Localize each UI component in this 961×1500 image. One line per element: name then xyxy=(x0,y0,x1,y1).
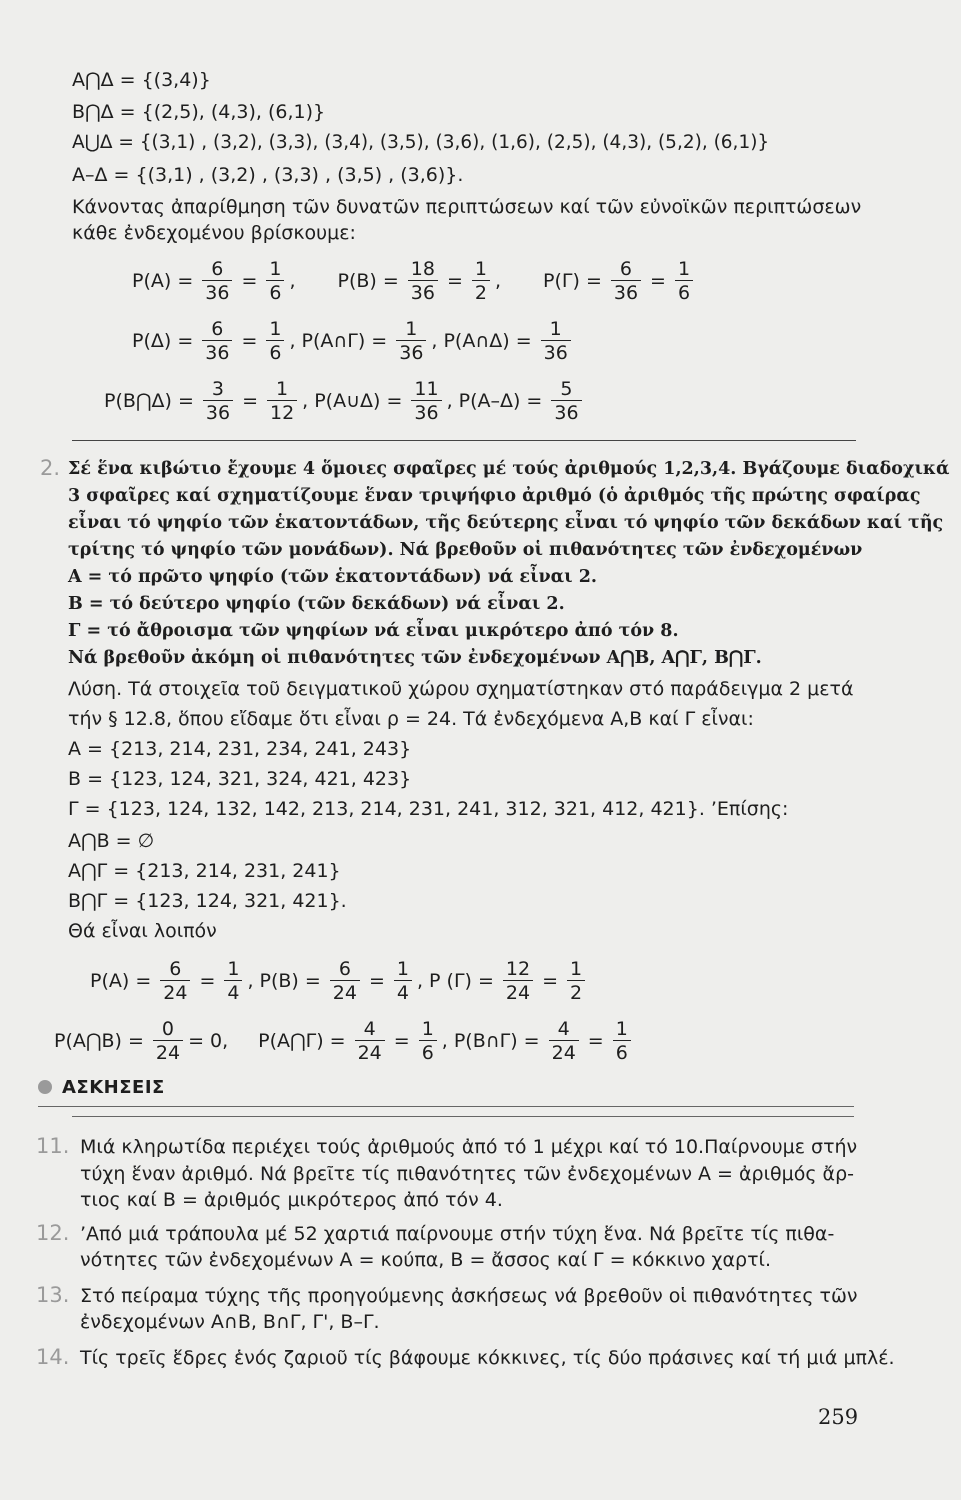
set-a-cap-b: A⋂B = ∅ xyxy=(68,830,155,852)
label-pamd: P(A–Δ) = xyxy=(458,390,543,412)
label-pg: P (Γ) = xyxy=(429,970,494,992)
fraction: $\frac{1}{6}$ xyxy=(419,1018,437,1065)
fraction: $\frac{1}{12}$ xyxy=(267,378,297,425)
exercise-13-line-1: Στό πείραμα τύχης τῆς προηγούμενης ἀσκήσεως νά βρεθοῦν οἱ πιθανότητες τῶν xyxy=(80,1285,858,1307)
exercise-11-line-2: τύχη ἕναν ἀριθμό. Νά βρεῖτε τίς πιθανότητες τῶν ἐνδεχομένων A = ἀριθμός ἄρ- xyxy=(80,1163,854,1185)
fraction: $\frac{1}{4}$ xyxy=(224,958,242,1005)
label-pb: P(B) = xyxy=(337,270,399,292)
exercise-14-line-1: Τίς τρεῖς ἕδρες ἑνός ζαριοῦ τίς βάφουμε κόκκινες, τίς δύο πράσινες καί τή μιά μπλέ. xyxy=(80,1347,895,1369)
fraction: $\frac{0}{24}$ xyxy=(153,1018,183,1065)
problem-line-8: Νά βρεθοῦν ἀκόμη οἱ πιθανότητες τῶν ἐνδεχομένων A⋂B, A⋂Γ, B⋂Γ. xyxy=(68,648,762,668)
label-pb: P(B) = xyxy=(259,970,321,992)
fraction: $\frac{6}{36}$ xyxy=(611,258,641,305)
set-a-minus-d: A–Δ = {(3,1) , (3,2) , (3,3) , (3,5) , (3,6)}. xyxy=(72,164,464,186)
section-divider xyxy=(72,440,856,441)
exercise-12-line-1: ’Από μιά τράπουλα μέ 52 χαρτιά παίρνουμε στήν τύχη ἕνα. Νά βρεῖτε τίς πιθα- xyxy=(80,1223,835,1245)
solution-line-9: Θά εἶναι λοιπόν xyxy=(68,920,217,942)
fraction: $\frac{6}{36}$ xyxy=(202,318,232,365)
formula2-row-2: P(A⋂B) = $\frac{0}{24}$ = 0, P(A⋂Γ) = $\frac{4}{24}$ = $\frac{1}{6}$ , P(B∩Γ) = $\frac{4}{24}$ = $\frac{1}{6}$ xyxy=(54,1006,636,1076)
exercise-11-number: 11. xyxy=(36,1134,70,1158)
heading-underline xyxy=(38,1106,854,1107)
label-pab: P(A⋂B) = xyxy=(54,1030,144,1052)
formula-row-1: P(A) = $\frac{6}{36}$ = $\frac{1}{6}$ , P(B) = $\frac{18}{36}$ = $\frac{1}{2}$ , P(Γ) = $\frac{6}{36}$ = $\frac{1}{6}$ xyxy=(132,246,698,316)
label-pbd: P(B⋂Δ) = xyxy=(104,390,194,412)
intro-line-1: Κάνοντας ἀπαρίθμηση τῶν δυνατῶν περιπτώσεων καί τῶν εὐνοϊκῶν περιπτώσεων xyxy=(72,196,862,218)
label-pad: P(A∩Δ) = xyxy=(443,330,532,352)
intro-line-2: κάθε ἐνδεχομένου βρίσκουμε: xyxy=(72,222,356,244)
fraction: $\frac{1}{4}$ xyxy=(394,958,412,1005)
fraction: $\frac{1}{6}$ xyxy=(266,258,284,305)
label-pag: P(A∩Γ) = xyxy=(301,330,388,352)
problem-line-1: Σέ ἕνα κιβώτιο ἔχουμε 4 ὅμοιες σφαῖρες μέ τούς ἀριθμούς 1,2,3,4. Βγάζουμε διαδοχικά xyxy=(68,459,950,479)
set-g: Γ = {123, 124, 132, 142, 213, 214, 231, 241, 312, 321, 412, 421}. ’Επίσης: xyxy=(68,798,789,820)
problem-line-5: A = τό πρῶτο ψηφίο (τῶν ἑκατοντάδων) νά εἶναι 2. xyxy=(68,567,597,587)
label-pa: P(A) = xyxy=(90,970,152,992)
solution-line-1: Λύση. Τά στοιχεῖα τοῦ δειγματικοῦ χώρου σχηματίστηκαν στό παράδειγμα 2 μετά xyxy=(68,678,854,700)
set-b-cap-g: B⋂Γ = {123, 124, 321, 421}. xyxy=(68,890,347,912)
fraction: $\frac{1}{36}$ xyxy=(396,318,426,365)
fraction: $\frac{1}{6}$ xyxy=(613,1018,631,1065)
label-pd: P(Δ) = xyxy=(132,330,194,352)
fraction: $\frac{6}{24}$ xyxy=(160,958,190,1005)
fraction: $\frac{12}{24}$ xyxy=(503,958,533,1005)
fraction: $\frac{1}{2}$ xyxy=(567,958,585,1005)
problem-line-6: B = τό δεύτερο ψηφίο (τῶν δεκάδων) νά εἶναι 2. xyxy=(68,594,565,614)
heading-underline-2 xyxy=(72,1116,854,1117)
problem-number: 2. xyxy=(40,456,61,480)
fraction: $\frac{6}{36}$ xyxy=(202,258,232,305)
fraction: $\frac{1}{6}$ xyxy=(266,318,284,365)
problem-line-7: Γ = τό ἄθροισμα τῶν ψηφίων νά εἶναι μικρότερο ἀπό τόν 8. xyxy=(68,621,679,641)
exercise-12-line-2: νότητες τῶν ἐνδεχομένων A = κούπα, B = ἄσσος καί Γ = κόκκινο χαρτί. xyxy=(80,1249,772,1271)
label-pbg: P(B∩Γ) = xyxy=(453,1030,540,1052)
fraction: $\frac{1}{36}$ xyxy=(541,318,571,365)
fraction: $\frac{3}{36}$ xyxy=(203,378,233,425)
problem-line-4: τρίτης τό ψηφίο τῶν μονάδων). Νά βρεθοῦν οἱ πιθανότητες τῶν ἐνδεχομένων xyxy=(68,540,863,560)
exercise-12-number: 12. xyxy=(36,1221,70,1245)
fraction: $\frac{6}{24}$ xyxy=(330,958,360,1005)
set-a-cup-d: A⋃Δ = {(3,1) , (3,2), (3,3), (3,4), (3,5), (3,6), (1,6), (2,5), (4,3), (5,2), (6,1)} xyxy=(72,132,770,153)
set-a: A = {213, 214, 231, 234, 241, 243} xyxy=(68,738,412,760)
exercise-11-line-3: τιος καί B = ἀριθμός μικρότερος ἀπό τόν 4. xyxy=(80,1189,503,1211)
formula2-row-1: P(A) = $\frac{6}{24}$ = $\frac{1}{4}$ , P(B) = $\frac{6}{24}$ = $\frac{1}{4}$ , P (Γ) = $\frac{12}{24}$ = $\frac{1}{2}$ xyxy=(90,946,590,1016)
label-pg: P(Γ) = xyxy=(543,270,602,292)
formula-row-2: P(Δ) = $\frac{6}{36}$ = $\frac{1}{6}$ , P(A∩Γ) = $\frac{1}{36}$ , P(A∩Δ) = $\frac{1}{36}$ xyxy=(132,306,576,376)
solution-line-2: τήν § 12.8, ὅπου εἴδαμε ὅτι εἶναι ρ = 24. Τά ἐνδεχόμενα A,B καί Γ εἶναι: xyxy=(68,708,754,730)
page-number: 259 xyxy=(818,1405,859,1429)
exercise-13-line-2: ἐνδεχομένων A∩B, B∩Γ, Γ', B–Γ. xyxy=(80,1311,380,1333)
label-pa: P(A) = xyxy=(132,270,194,292)
fraction: $\frac{11}{36}$ xyxy=(411,378,441,425)
exercises-heading: ΑΣΚΗΣΕΙΣ xyxy=(62,1077,165,1098)
set-a-cap-g: A⋂Γ = {213, 214, 231, 241} xyxy=(68,860,341,882)
formula-row-3: P(B⋂Δ) = $\frac{3}{36}$ = $\frac{1}{12}$ , P(A∪Δ) = $\frac{11}{36}$ , P(A–Δ) = $\frac{5}{36}$ xyxy=(104,366,587,436)
exercise-11-line-1: Μιά κληρωτίδα περιέχει τούς ἀριθμούς ἀπό τό 1 μέχρι καί τό 10.Παίρνουμε στήν xyxy=(80,1136,858,1158)
problem-line-2: 3 σφαῖρες καί σχηματίζουμε ἕναν τριψήφιο ἀριθμό (ὁ ἀριθμός τῆς πρώτης σφαίρας xyxy=(68,486,921,506)
fraction: $\frac{5}{36}$ xyxy=(551,378,581,425)
fraction: $\frac{1}{2}$ xyxy=(472,258,490,305)
fraction: $\frac{18}{36}$ xyxy=(408,258,438,305)
exercise-13-number: 13. xyxy=(36,1283,70,1307)
bullet-icon xyxy=(38,1080,52,1094)
fraction: $\frac{4}{24}$ xyxy=(549,1018,579,1065)
label-pag: P(A⋂Γ) = xyxy=(258,1030,346,1052)
exercise-14-number: 14. xyxy=(36,1345,70,1369)
fraction: $\frac{1}{6}$ xyxy=(675,258,693,305)
fraction: $\frac{4}{24}$ xyxy=(355,1018,385,1065)
problem-line-3: εἶναι τό ψηφίο τῶν ἑκατοντάδων, τῆς δεύτερης εἶναι τό ψηφίο τῶν δεκάδων καί τῆς xyxy=(68,513,944,533)
set-b: B = {123, 124, 321, 324, 421, 423} xyxy=(68,768,412,790)
set-a-cap-d: A⋂Δ = {(3,4)} xyxy=(72,69,211,91)
label-paud: P(A∪Δ) = xyxy=(314,390,403,412)
set-b-cap-d: B⋂Δ = {(2,5), (4,3), (6,1)} xyxy=(72,101,326,123)
